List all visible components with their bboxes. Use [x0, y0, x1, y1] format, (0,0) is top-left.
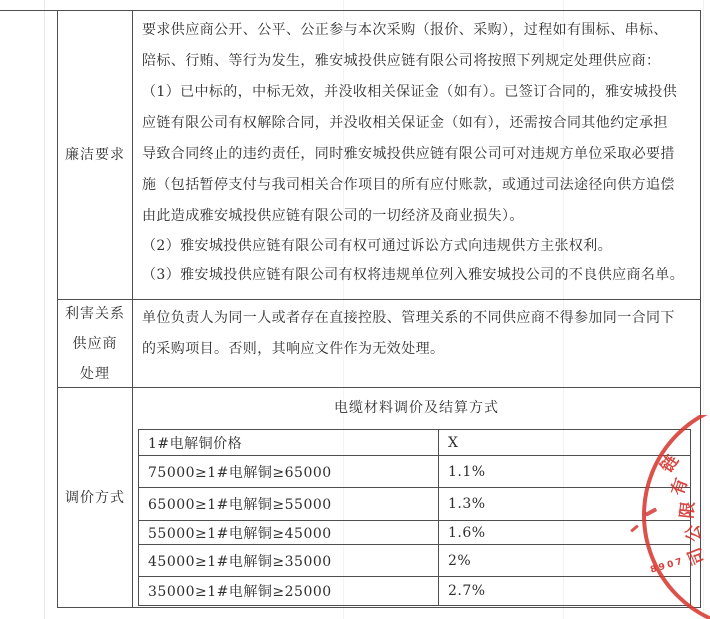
row-label-integrity — [58, 10, 133, 299]
pricing-content — [133, 388, 700, 607]
seal-character: 限 — [677, 500, 699, 520]
seal-character: 公 — [682, 523, 706, 543]
price-adjustment-table — [138, 429, 691, 606]
table-row — [139, 545, 691, 577]
row-label-text: 廉洁要求 — [65, 146, 125, 163]
page-fold-line — [44, 0, 45, 619]
price-tier-rate: 1.1% — [439, 456, 691, 488]
paragraph-line: 的采购项目。否则，其响应文件作为无效处理。 — [142, 341, 445, 357]
page-edge-shadow — [703, 0, 704, 619]
table-row — [139, 456, 691, 488]
price-header-x: X — [439, 430, 691, 456]
paragraph-line: （3）雅安城投供应链有限公司有权将违规单位列入雅安城投公司的不良供应商名单。 — [142, 267, 685, 283]
row-label-text: 调价方式 — [65, 489, 125, 506]
integrity-content — [133, 10, 700, 304]
subtable-title: 电缆材料调价及结算方式 — [334, 400, 499, 416]
paragraph-line: 由此造成雅安城投供应链有限公司的一切经济及商业损失）。 — [142, 208, 524, 224]
price-tier-rate: 1.3% — [439, 488, 691, 521]
price-tier-range: 45000≥1#电解铜≥35000 — [139, 545, 439, 577]
conflict-content — [133, 300, 700, 390]
table-row-conflict-of-interest — [58, 300, 700, 388]
price-tier-rate: 2% — [439, 545, 691, 577]
paragraph-line: 陪标、行贿、等行为发生，雅安城投供应链有限公司将按照下列规定处理供应商： — [142, 53, 661, 69]
paragraph-line: 应链有限公司有权解除合同，并没收相关保证金（如有），还需按合同其他约定承担 — [142, 115, 668, 131]
price-tier-range: 55000≥1#电解铜≥45000 — [139, 521, 439, 545]
row-label-pricing — [58, 388, 133, 607]
paragraph-line: 施（包括暂停支付与我司相关合作项目的所有应付账款，或通过司法途径向供方追偿 — [142, 177, 675, 193]
paragraph-line: 要求供应商公开、公平、公正参与本次采购（报价、采购），过程如有围标、串标、 — [142, 22, 668, 38]
seal-serial-number: 8907 — [649, 556, 686, 576]
price-header-material: 1#电解铜价格 — [139, 430, 439, 456]
price-tier-rate: 2.7% — [439, 577, 691, 606]
seal-character: 司 — [684, 544, 710, 568]
price-tier-range: 65000≥1#电解铜≥55000 — [139, 488, 439, 521]
paragraph-line: （1）已中标的，中标无效，并没收相关保证金（如有）。已签订合同的，雅安城投供 — [142, 84, 678, 100]
row-label-conflict — [58, 300, 133, 387]
table-row — [139, 521, 691, 545]
price-tier-range: 35000≥1#电解铜≥25000 — [139, 577, 439, 606]
price-tier-rate: 1.6% — [439, 521, 691, 545]
paragraph-line: 单位负责人为同一人或者存在直接控股、管理关系的不同供应商不得参加同一合同下 — [142, 310, 675, 326]
row-label-text: 利害关系供应商 — [65, 305, 125, 352]
paragraph-line: 导致合同终止的违约责任，同时雅安城投供应链有限公司可对违规方单位采取必要措 — [142, 146, 675, 162]
paragraph-line: （2）雅安城投供应链有限公司有权可通过诉讼方式向违规供方主张权利。 — [142, 238, 613, 254]
seal-character: 链 — [656, 451, 684, 477]
table-row — [139, 577, 691, 606]
price-tier-range: 75000≥1#电解铜≥65000 — [139, 456, 439, 488]
table-row-price-adjustment — [58, 388, 700, 607]
requirements-table — [57, 10, 701, 608]
table-row — [139, 488, 691, 521]
table-row-integrity — [58, 10, 700, 300]
table-row — [139, 430, 691, 456]
row-label-text: 处理 — [80, 365, 110, 382]
seal-character: 有 — [667, 475, 693, 499]
